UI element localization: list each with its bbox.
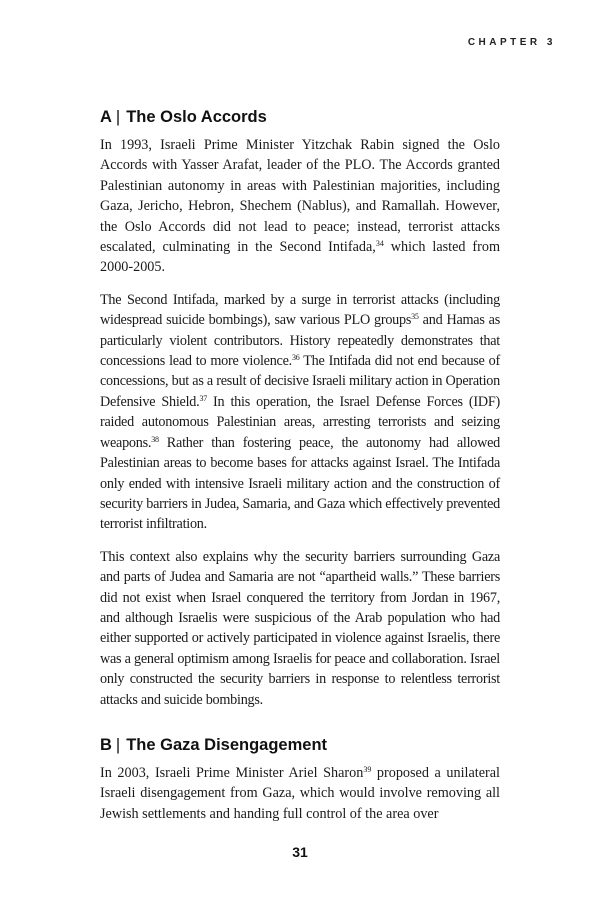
- section-b-heading: [100, 736, 500, 755]
- footnote-ref-36: 36: [291, 353, 300, 363]
- paragraph-security-barriers: This context also explains why the security barriers surrounding Gaza and parts of Judea and Samaria are not “apartheid walls.” These barriers did not exist when Israel conquered the territory from Jordan in 1967, and although Israelis were suspicious of the Arab population who had either supported or actively participated in violence against Israelis, there was a general optimism among Israelis for peace and collaboration. Israel only constructed the security barriers in response to relentless terrorist attacks and suicide bombings.: [100, 548, 500, 708]
- footnote-ref-35: 35: [411, 312, 419, 322]
- section-a-separator: |: [115, 108, 121, 126]
- page-number: 31: [292, 844, 308, 860]
- section-a-heading: [100, 108, 500, 127]
- section-b-letter: B: [100, 735, 112, 754]
- section-a: [100, 108, 500, 710]
- section-b-separator: |: [115, 735, 121, 754]
- running-head: CHAPTER 3: [467, 37, 556, 48]
- footnote-ref-39: 39: [363, 764, 372, 774]
- footnote-ref-37: 37: [199, 393, 207, 403]
- paragraph-gaza-disengagement: In 2003, Israeli Prime Minister Ariel Sharon$^{39}$ proposed a unilateral Israeli disengagement from Gaza, which would involve removing all Jewish settlements and handing full control of the area over: [100, 764, 500, 822]
- section-b: [100, 736, 500, 824]
- section-a-title: The Oslo Accords: [126, 108, 267, 126]
- footnote-ref-38: 38: [151, 434, 159, 444]
- footnote-ref-34: 34: [375, 239, 384, 249]
- section-b-title: The Gaza Disengagement: [126, 735, 328, 754]
- paragraph-oslo: In 1993, Israeli Prime Minister Yitzchak Rabin signed the Oslo Accords with Yasser Arafat, leader of the PLO. The Accords granted Palestinian autonomy in areas with Palestinian majorities, including Gaza, Jericho, Hebron, Shechem (Nablus), and Ramallah. However, the Oslo Accords did not lead to peace; instead, terrorist attacks escalated, culminating in the Second Intifada,$^{34}$ which lasted from 2000-2005.: [100, 137, 501, 276]
- section-a-letter: A: [100, 108, 112, 126]
- paragraph-second-intifada: The Second Intifada, marked by a surge in terrorist attacks (including widespread suicide bombings), saw various PLO groups$^{35}$ and Hamas as particularly violent contributors. History repeatedly demonstrates that concessions lead to more violence.$^{36}$ The Intifada did not end because of concessions, but as a result of decisive Israeli military action in Operation Defensive Shield.$^{37}$ In this operation, the Israel Defense Forces (IDF) raided autonomous Palestinian areas, arresting terrorists and seizing weapons.$^{38}$ Rather than fostering peace, the autonomy had allowed Palestinian areas to become bases for attacks against Israel. The Intifada only ended with intensive Israeli military action and the construction of security barriers in Judea, Samaria, and Gaza which effectively prevented terrorist infiltration.: [100, 291, 500, 533]
- page-content: [100, 108, 500, 836]
